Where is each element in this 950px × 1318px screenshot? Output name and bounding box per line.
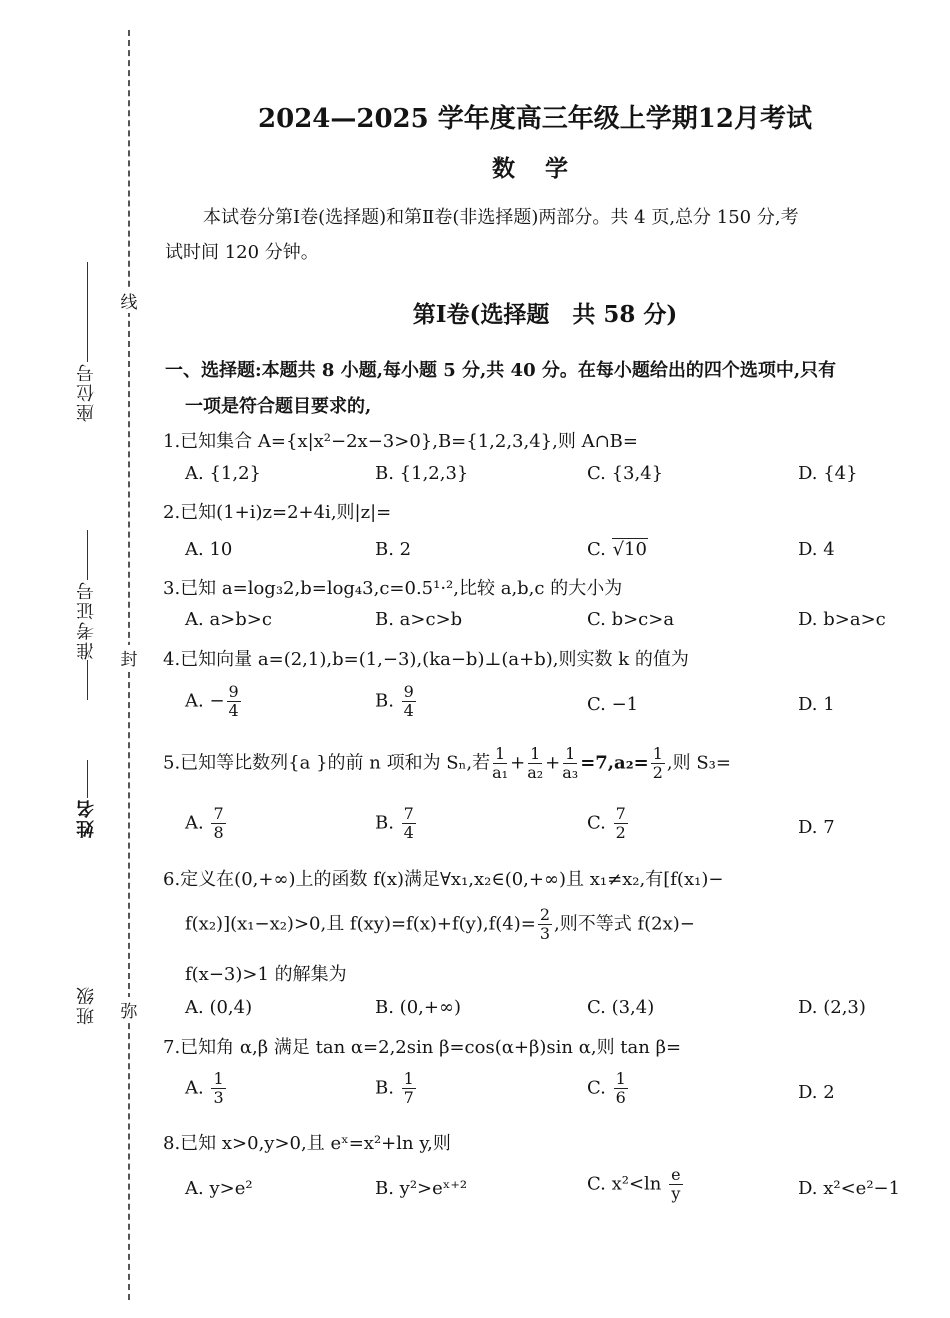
q3-option-d[interactable]: D. b>a>c — [798, 609, 886, 630]
q8-option-a[interactable]: A. y>e² — [185, 1178, 253, 1199]
q3-option-b[interactable]: B. a>c>b — [375, 609, 463, 630]
q5-option-b[interactable] — [375, 805, 418, 842]
q5-fraction-2 — [527, 745, 543, 782]
name-field[interactable] — [70, 760, 104, 838]
q5-plus-1: + — [510, 752, 526, 774]
question-5-stem-2: =7,a₂= — [580, 752, 649, 774]
q8-option-b[interactable]: B. y²>eˣ⁺² — [375, 1178, 468, 1199]
q3-option-c[interactable]: C. b>c>a — [587, 609, 675, 630]
fraction-numerator: 1 — [565, 744, 576, 763]
q1-option-d[interactable]: D. {4} — [798, 463, 858, 484]
fraction-numerator: 2 — [539, 905, 551, 924]
q4-option-a-letter: A. − — [185, 690, 225, 712]
fraction-numerator: 1 — [213, 1069, 224, 1088]
fraction-denominator: 7 — [403, 1088, 414, 1107]
question-5-stem-1: 5.已知等比数列{a }的前 n 项和为 Sₙ,若 — [163, 752, 491, 774]
class-field[interactable] — [70, 985, 104, 1025]
fraction-denominator: 4 — [403, 823, 414, 842]
q5-fraction-1 — [492, 745, 508, 782]
q5-option-c[interactable] — [587, 805, 630, 842]
seat-number-field[interactable] — [70, 262, 104, 422]
question-6-line-3: f(x−3)>1 的解集为 — [185, 964, 347, 985]
exam-id-field[interactable] — [70, 530, 104, 700]
fraction-numerator: 1 — [652, 744, 663, 763]
question-2: 2.已知(1+i)z=2+4i,则|z|= — [163, 502, 392, 523]
fraction-denominator: 8 — [213, 823, 224, 842]
q3-option-a[interactable]: A. a>b>c — [185, 609, 272, 630]
q5-option-d[interactable]: D. 7 — [798, 817, 835, 838]
name-blank[interactable] — [87, 760, 88, 798]
q4-option-a-fraction — [227, 683, 241, 720]
q4-option-a[interactable] — [185, 683, 243, 720]
q2-option-a[interactable]: A. 10 — [185, 539, 233, 560]
q6-option-b[interactable]: B. (0,+∞) — [375, 997, 461, 1018]
binding-mark-mi: 弥 — [118, 997, 140, 1022]
q6-option-c[interactable]: C. (3,4) — [587, 997, 655, 1018]
intro-line-2: 试时间 120 分钟。 — [165, 242, 319, 263]
q5-plus-2: + — [545, 752, 561, 774]
fraction-numerator: 9 — [403, 682, 414, 701]
q8-option-c-text: C. x²<ln — [587, 1173, 668, 1195]
q7-option-b-fraction — [402, 1070, 416, 1107]
question-6-line-1: 6.定义在(0,+∞)上的函数 f(x)满足∀x₁,x₂∈(0,+∞)且 x₁≠x₂,有[f(x₁)− — [163, 869, 724, 890]
class-label: 班级 — [76, 985, 97, 1025]
fraction-denominator: 3 — [539, 924, 551, 943]
binding-mark-xian: 线 — [118, 288, 140, 313]
q4-option-c[interactable]: C. −1 — [587, 694, 639, 715]
fraction-numerator: 1 — [495, 744, 506, 763]
q4-option-d[interactable]: D. 1 — [798, 694, 835, 715]
q2-option-d[interactable]: D. 4 — [798, 539, 835, 560]
fraction-denominator: 4 — [228, 701, 239, 720]
question-5-stem-3: ,则 S₃= — [666, 752, 731, 774]
q4-option-b[interactable] — [375, 683, 418, 720]
q7-option-c-letter: C. — [587, 1077, 612, 1099]
section-instructions-1: 一、选择题:本题共 8 小题,每小题 5 分,共 40 分。在每小题给出的四个选项中,只有 — [165, 360, 837, 381]
question-1-stem: A={x|x²−2x−3>0},B={1,2,3,4},则 A∩B= — [257, 431, 638, 452]
q1-option-b[interactable]: B. {1,2,3} — [375, 463, 469, 484]
q5-option-a[interactable] — [185, 805, 228, 842]
q7-option-b-letter: B. — [375, 1077, 400, 1099]
q5-option-c-fraction — [614, 805, 628, 842]
fraction-numerator: 1 — [403, 1069, 414, 1088]
fraction-numerator: 1 — [615, 1069, 626, 1088]
question-6-line-2 — [185, 906, 695, 943]
exam-id-blank[interactable] — [87, 530, 88, 580]
q5-fraction-3 — [562, 745, 578, 782]
question-6-line-2b: ,则不等式 f(2x)− — [554, 913, 695, 935]
fraction-denominator: a₂ — [527, 763, 544, 782]
fraction-denominator: 2 — [615, 823, 626, 842]
q1-option-a[interactable]: A. {1,2} — [185, 463, 261, 484]
exam-id-label: 准考证号 — [76, 580, 97, 660]
fraction-numerator: 9 — [228, 682, 239, 701]
name-label: 姓名 — [76, 798, 97, 838]
q6-option-d[interactable]: D. (2,3) — [798, 997, 866, 1018]
q7-option-a[interactable] — [185, 1070, 228, 1107]
part-one-title: 第Ⅰ卷(选择题 共 58 分) — [412, 301, 678, 328]
fraction-denominator: 2 — [652, 763, 663, 782]
question-1 — [163, 427, 638, 453]
fraction-numerator: 1 — [530, 744, 541, 763]
q5-option-c-letter: C. — [587, 812, 612, 834]
q5-fraction-4 — [651, 745, 665, 782]
question-4: 4.已知向量 a=(2,1),b=(1,−3),(ka−b)⊥(a+b),则实数 k 的值为 — [163, 649, 689, 670]
q1-option-c[interactable]: C. {3,4} — [587, 463, 664, 484]
fraction-denominator: 6 — [615, 1088, 626, 1107]
q5-option-b-fraction — [402, 805, 416, 842]
q7-option-c[interactable] — [587, 1070, 630, 1107]
question-5 — [163, 745, 731, 782]
q7-option-a-letter: A. — [185, 1077, 210, 1099]
question-1-number: 1.已知集合 — [163, 431, 258, 452]
section-instructions-2: 一项是符合题目要求的, — [185, 396, 372, 417]
fraction-numerator: e — [671, 1165, 681, 1184]
q5-option-b-letter: B. — [375, 812, 400, 834]
q7-option-d[interactable]: D. 2 — [798, 1082, 835, 1103]
fraction-denominator: y — [671, 1184, 681, 1203]
q4-option-b-letter: B. — [375, 690, 400, 712]
question-3: 3.已知 a=log₃2,b=log₄3,c=0.5¹·²,比较 a,b,c 的大小为 — [163, 578, 623, 599]
q8-option-c-fraction — [669, 1166, 682, 1203]
q2-option-c[interactable] — [587, 539, 648, 560]
q8-option-d[interactable]: D. x²<e²−1 — [798, 1178, 901, 1199]
fraction-denominator: 4 — [403, 701, 414, 720]
fraction-denominator: 3 — [213, 1088, 224, 1107]
q2-option-c-letter: C. — [587, 539, 612, 560]
q7-option-b[interactable] — [375, 1070, 418, 1107]
fraction-denominator: a₁ — [492, 763, 509, 782]
q7-option-c-fraction — [614, 1070, 628, 1107]
question-8: 8.已知 x>0,y>0,且 eˣ=x²+ln y,则 — [163, 1133, 451, 1154]
q2-option-c-sqrt: √10 — [612, 539, 647, 560]
fraction-numerator: 7 — [615, 804, 626, 823]
fraction-numerator: 7 — [403, 804, 414, 823]
fraction-numerator: 7 — [213, 804, 224, 823]
q6-fraction — [538, 906, 552, 943]
q8-option-c[interactable] — [587, 1166, 685, 1203]
q5-option-a-fraction — [211, 805, 225, 842]
exam-subject: 数学 — [492, 155, 598, 182]
fraction-denominator: a₃ — [562, 763, 579, 782]
question-6-line-2a: f(x₂)](x₁−x₂)>0,且 f(xy)=f(x)+f(y),f(4)= — [185, 913, 536, 935]
seat-number-label: 座位号 — [76, 362, 97, 422]
exam-title: 2024—2025 学年度高三年级上学期12月考试 — [258, 104, 812, 134]
q2-option-b[interactable]: B. 2 — [375, 539, 412, 560]
intro-line-1: 本试卷分第Ⅰ卷(选择题)和第Ⅱ卷(非选择题)两部分。共 4 页,总分 150 分,考 — [203, 207, 799, 228]
exam-id-blank-lower[interactable] — [87, 660, 88, 700]
q5-option-a-letter: A. — [185, 812, 210, 834]
q6-option-a[interactable]: A. (0,4) — [185, 997, 253, 1018]
binding-mark-feng: 封 — [118, 645, 140, 670]
q7-option-a-fraction — [211, 1070, 225, 1107]
q4-option-b-fraction — [402, 683, 416, 720]
question-7: 7.已知角 α,β 满足 tan α=2,2sin β=cos(α+β)sin α,则 tan β= — [163, 1037, 682, 1058]
